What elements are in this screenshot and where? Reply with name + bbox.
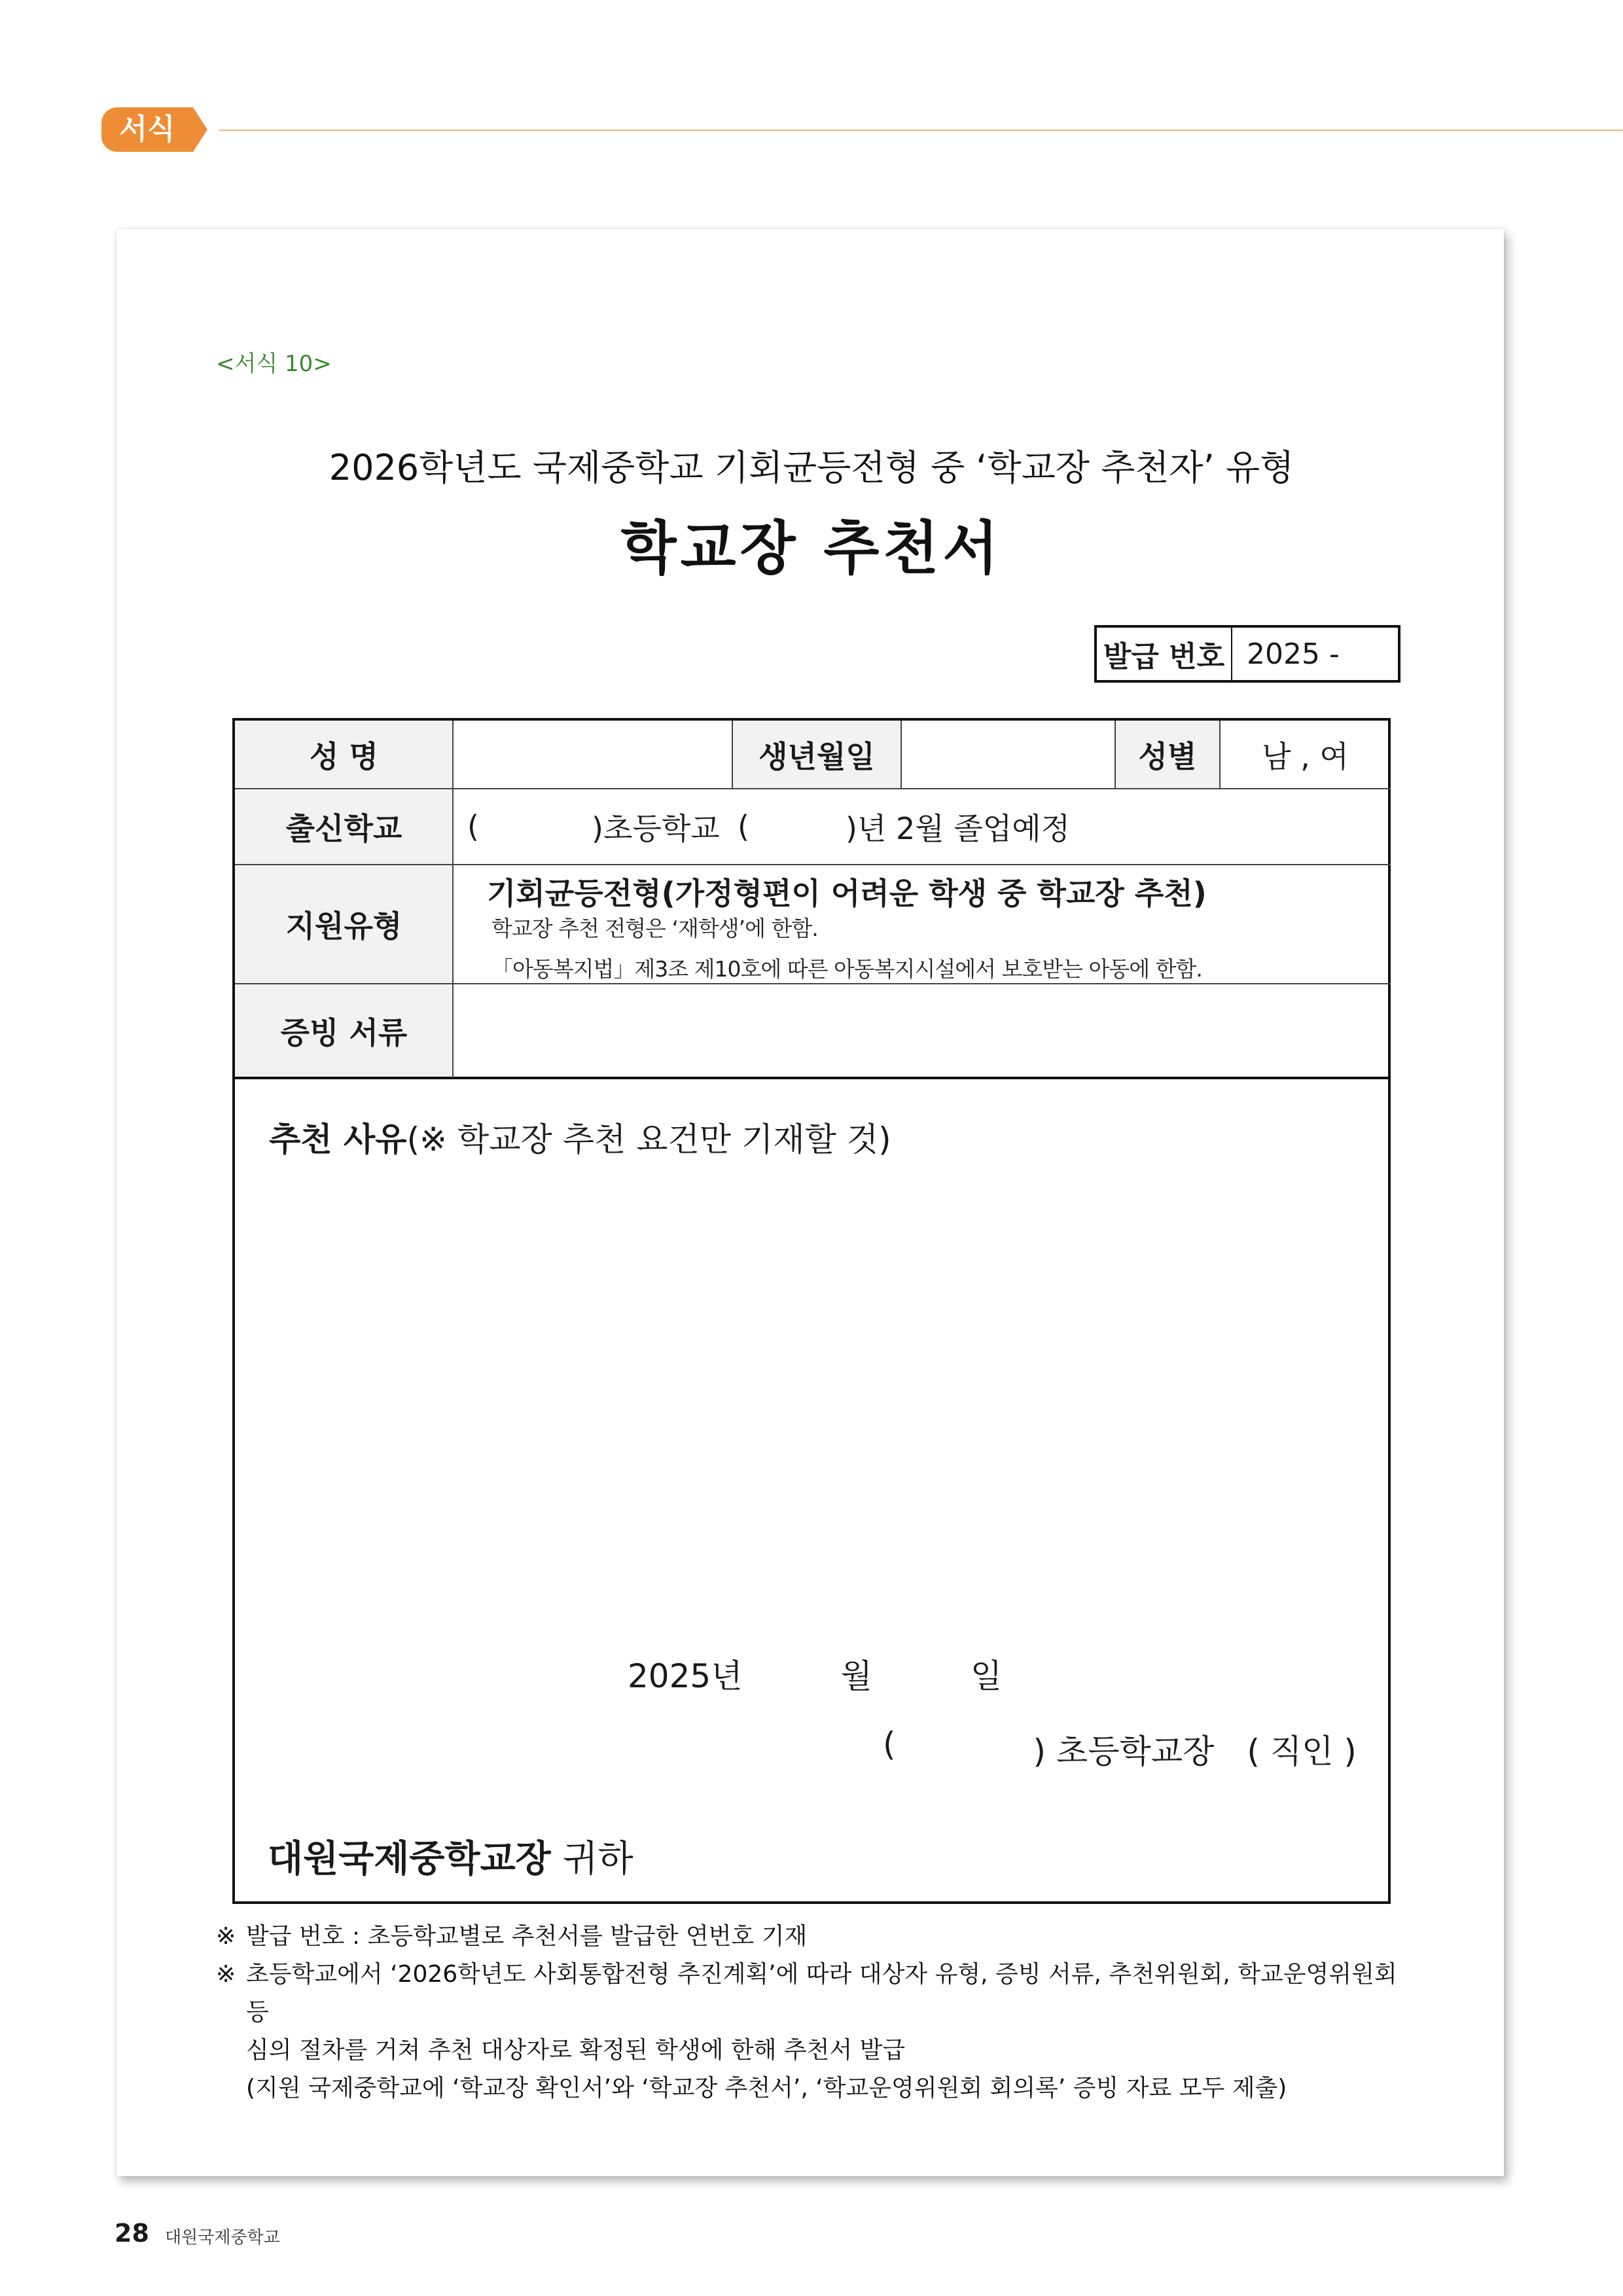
- note-item: [216, 1918, 1414, 1956]
- note-mark: [216, 2032, 246, 2070]
- grid-line: [235, 864, 1391, 865]
- issue-number-label: 발급 번호: [1097, 628, 1232, 680]
- reason-heading-note: (※ 학교장 추천 요건만 기재할 것): [406, 1121, 891, 1158]
- reason-heading: [269, 1113, 891, 1160]
- school-paren-open: (: [467, 809, 479, 844]
- school-suffix: )초등학교: [592, 811, 720, 846]
- section-divider: [219, 130, 1623, 131]
- section-tag: [101, 107, 193, 152]
- school-label: 출신학교: [235, 789, 453, 865]
- grid-line: [732, 721, 733, 789]
- grid-line: [235, 788, 1391, 789]
- note-item: [216, 2032, 1414, 2070]
- note-mark: ※: [216, 1961, 236, 1988]
- signature-principal: ) 초등학교장: [1033, 1732, 1215, 1770]
- date-line: [628, 1650, 1002, 1697]
- note-item: [216, 1956, 1414, 2032]
- apply-type-label: 지원유형: [235, 865, 453, 984]
- section-tag-label: 서식: [119, 113, 175, 146]
- name-label: 성 명: [235, 721, 453, 789]
- graduation-paren-open: (: [738, 809, 749, 844]
- documents-label: 증빙 서류: [235, 984, 453, 1078]
- grid-line: [452, 721, 454, 1078]
- date-day: 일: [970, 1657, 1003, 1695]
- grid-line: [235, 1077, 1391, 1079]
- school-field[interactable]: [453, 789, 1391, 865]
- birth-field[interactable]: [901, 721, 1117, 789]
- signature-line: [883, 1725, 1357, 1772]
- apply-type-note-1: 학교장 추천 전형은 ‘재학생’에 한함.: [491, 916, 818, 941]
- page-number: 28: [115, 2219, 149, 2248]
- grid-line: [901, 721, 902, 789]
- note-text: 초등학교에서 ‘2026학년도 사회통합전형 추진계획’에 따라 대상자 유형, 증빙 서류, 추천위원회, 학교운영위원회 등: [246, 1961, 1397, 2026]
- gender-label: 성별: [1115, 721, 1220, 789]
- apply-type-main: 기회균등전형(가정형편이 어려운 학생 중 학교장 추천): [487, 876, 1207, 911]
- date-year: 2025년: [628, 1657, 743, 1695]
- note-mark: [216, 2070, 246, 2108]
- addressee: [268, 1830, 633, 1882]
- note-mark: ※: [216, 1923, 236, 1950]
- note-text: 발급 번호 : 초등학교별로 추천서를 발급한 연번호 기재: [246, 1923, 808, 1950]
- notes: [216, 1918, 1414, 2108]
- date-month: 월: [840, 1657, 872, 1695]
- apply-type-note-2: 「아동복지법」제3조 제10호에 따른 아동복지시설에서 보호받는 아동에 한함.: [491, 956, 1202, 982]
- form-title: 학교장 추천서: [620, 514, 1003, 582]
- addressee-name: 대원국제중학교장: [268, 1838, 551, 1880]
- reason-text-area[interactable]: [261, 1172, 1361, 1630]
- grid-line: [1115, 721, 1116, 789]
- reason-heading-bold: 추천 사유: [269, 1121, 407, 1158]
- grid-line: [1219, 721, 1221, 789]
- graduation-suffix: )년 2월 졸업예정: [846, 811, 1071, 846]
- gender-options[interactable]: 남 , 여: [1262, 739, 1349, 774]
- note-text: (지원 국제중학교에 ‘학교장 확인서’와 ‘학교장 추천서’, ‘학교운영위원회 회의록’ 증빙 자료 모두 제출): [246, 2075, 1287, 2102]
- grid-line: [235, 983, 1391, 984]
- issue-number-box: [1094, 625, 1400, 683]
- documents-field[interactable]: [453, 984, 1391, 1078]
- issue-number-value[interactable]: 2025 -: [1247, 637, 1340, 671]
- addressee-suffix: 귀하: [550, 1838, 633, 1880]
- footer-school-name: 대원국제중학교: [165, 2228, 280, 2248]
- note-text: 심의 절차를 거쳐 추천 대상자로 확정된 학생에 한해 추천서 발급: [246, 2037, 906, 2064]
- note-item: [216, 2070, 1414, 2108]
- birth-label: 생년월일: [732, 721, 901, 789]
- form-code: <서식 10>: [216, 351, 332, 377]
- form-subtitle: 2026학년도 국제중학교 기회균등전형 중 ‘학교장 추천자’ 유형: [329, 447, 1294, 488]
- recommendation-form: [232, 718, 1391, 1904]
- signature-paren-open: (: [883, 1725, 896, 1763]
- signature-seal: ( 직인 ): [1247, 1732, 1357, 1770]
